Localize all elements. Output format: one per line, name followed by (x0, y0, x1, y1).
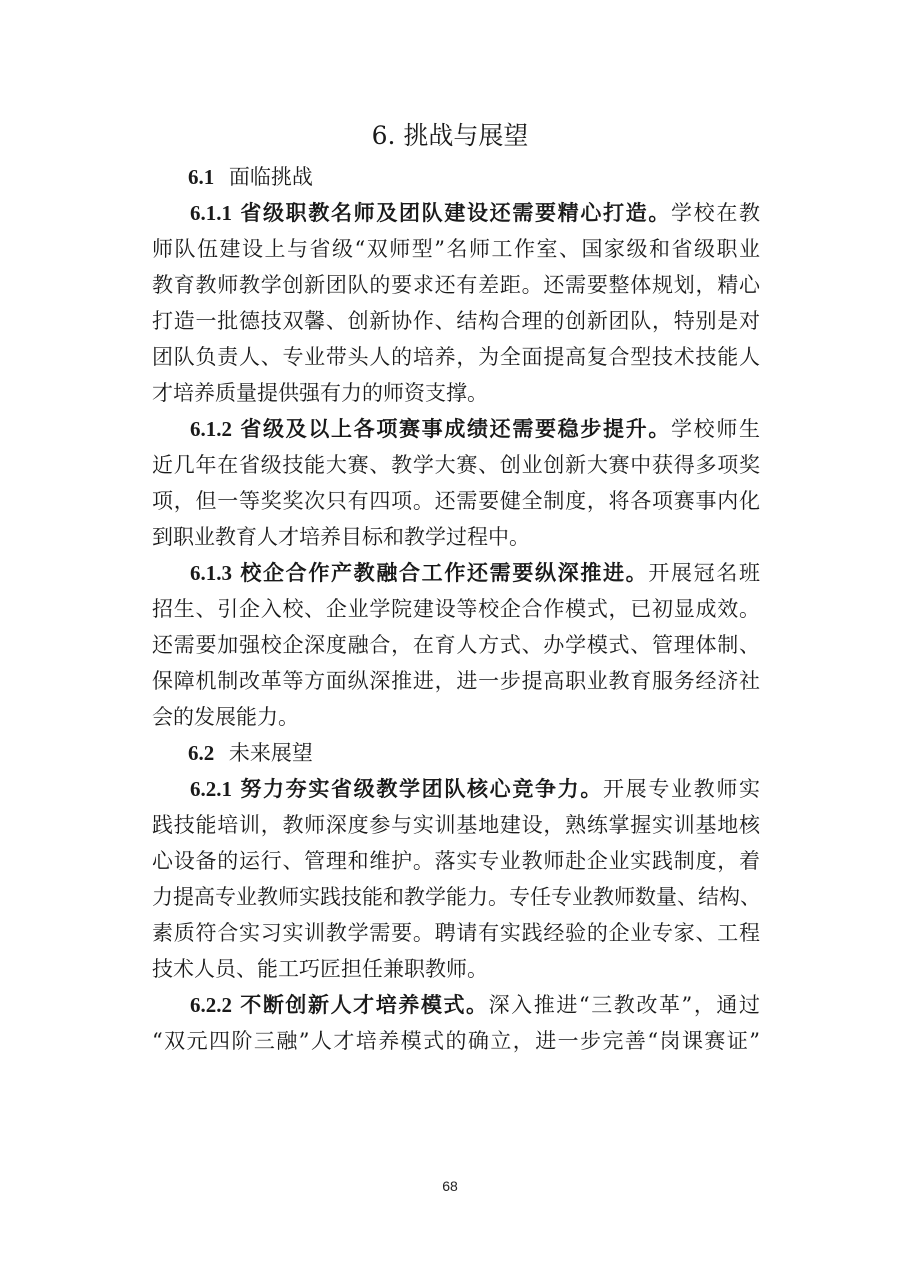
paragraph-6-1-1-first-line: 6.1.1 省级职教名师及团队建设还需要精心打造。学校在教 (190, 200, 760, 225)
paragraph-line: 项，但一等奖奖次只有四项。还需要健全制度，将各项赛事内化 (152, 489, 760, 513)
paragraph-line: 才培养质量提供强有力的师资支撑。 (152, 381, 488, 405)
page-title: 6. 挑战与展望 (371, 121, 529, 150)
paragraph-6-1-2-first-line: 6.1.2 省级及以上各项赛事成绩还需要稳步提升。学校师生 (190, 416, 760, 441)
paragraph-line: “双元四阶三融”人才培养模式的确立，进一步完善“岗课赛证” (152, 1029, 760, 1053)
paragraph-line: 到职业教育人才培养目标和教学过程中。 (152, 525, 530, 549)
paragraph-line: 还需要加强校企深度融合，在育人方式、办学模式、管理体制、 (152, 633, 760, 657)
paragraph-line: 教育教师教学创新团队的要求还有差距。还需要整体规划，精心 (152, 273, 760, 297)
document-body (152, 159, 760, 1059)
paragraph-line: 师队伍建设上与省级“双师型”名师工作室、国家级和省级职业 (152, 237, 760, 261)
paragraph-line: 招生、引企入校、企业学院建设等校企合作模式，已初显成效。 (152, 597, 760, 621)
paragraph-line: 会的发展能力。 (152, 705, 299, 729)
paragraph-line: 保障机制改革等方面纵深推进，进一步提高职业教育服务经济社 (152, 669, 760, 693)
section-heading-6-1: 6.1 面临挑战 (188, 165, 313, 189)
paragraph-line: 团队负责人、专业带头人的培养，为全面提高复合型技术技能人 (152, 345, 760, 369)
paragraph-line: 践技能培训，教师深度参与实训基地建设，熟练掌握实训基地核 (152, 813, 760, 837)
paragraph-6-2-2-first-line: 6.2.2 不断创新人才培养模式。深入推进“三教改革”，通过 (190, 992, 760, 1017)
paragraph-line: 力提高专业教师实践技能和教学能力。专任专业教师数量、结构、 (152, 885, 761, 909)
paragraph-line: 心设备的运行、管理和维护。落实专业教师赴企业实践制度，着 (152, 849, 760, 873)
paragraph-line: 近几年在省级技能大赛、教学大赛、创业创新大赛中获得多项奖 (152, 453, 760, 477)
paragraph-line: 素质符合实习实训教学需要。聘请有实践经验的企业专家、工程 (152, 921, 760, 945)
paragraph-6-1-3-first-line: 6.1.3 校企合作产教融合工作还需要纵深推进。开展冠名班 (190, 560, 760, 585)
paragraph-line: 打造一批德技双馨、创新协作、结构合理的创新团队，特别是对 (152, 309, 760, 333)
paragraph-line: 技术人员、能工巧匠担任兼职教师。 (152, 957, 488, 981)
section-heading-6-2: 6.2 未来展望 (188, 741, 313, 765)
paragraph-6-2-1-first-line: 6.2.1 努力夯实省级教学团队核心竞争力。开展专业教师实 (190, 776, 760, 801)
page-number: 68 (442, 1178, 458, 1194)
